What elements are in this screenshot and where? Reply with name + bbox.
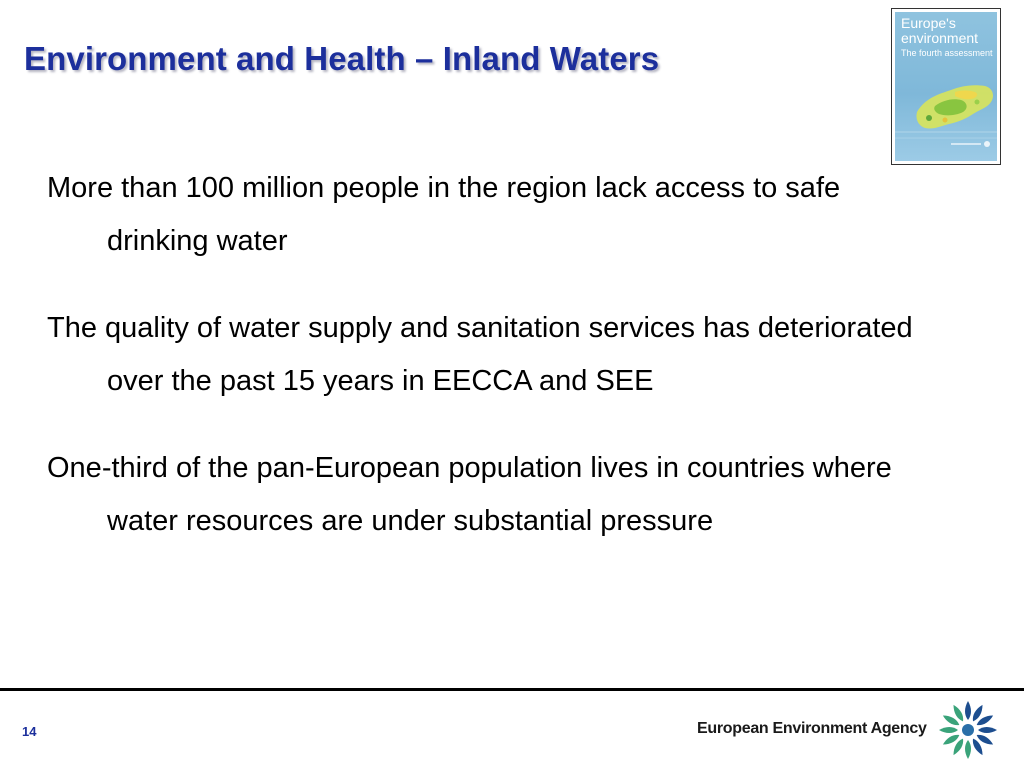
- page-number: 14: [22, 724, 37, 739]
- slide-body: [47, 162, 947, 548]
- cover-background: [895, 12, 997, 161]
- cover-title-line1: Europe's: [901, 15, 956, 31]
- bullet-item: More than 100 million people in the region lack access to safe drinking water: [47, 172, 841, 257]
- europe-map-icon: [895, 72, 997, 152]
- footer-divider: [0, 688, 1024, 691]
- agency-name: European Environment Agency: [697, 720, 927, 737]
- report-cover-image: [891, 8, 1001, 165]
- bullet-item: The quality of water supply and sanitation services has deteriorated over the past 15 years in EECCA and SEE: [47, 312, 913, 397]
- eea-logo-icon: [936, 698, 1000, 762]
- slide-title: Environment and Health – Inland Waters: [24, 40, 660, 77]
- cover-subtitle: The fourth assessment: [901, 48, 993, 58]
- cover-title-line2: environment: [901, 30, 979, 46]
- cover-title: [901, 16, 978, 46]
- bullet-item: One-third of the pan-European population lives in countries where water resources are under substantial pressure: [47, 452, 892, 537]
